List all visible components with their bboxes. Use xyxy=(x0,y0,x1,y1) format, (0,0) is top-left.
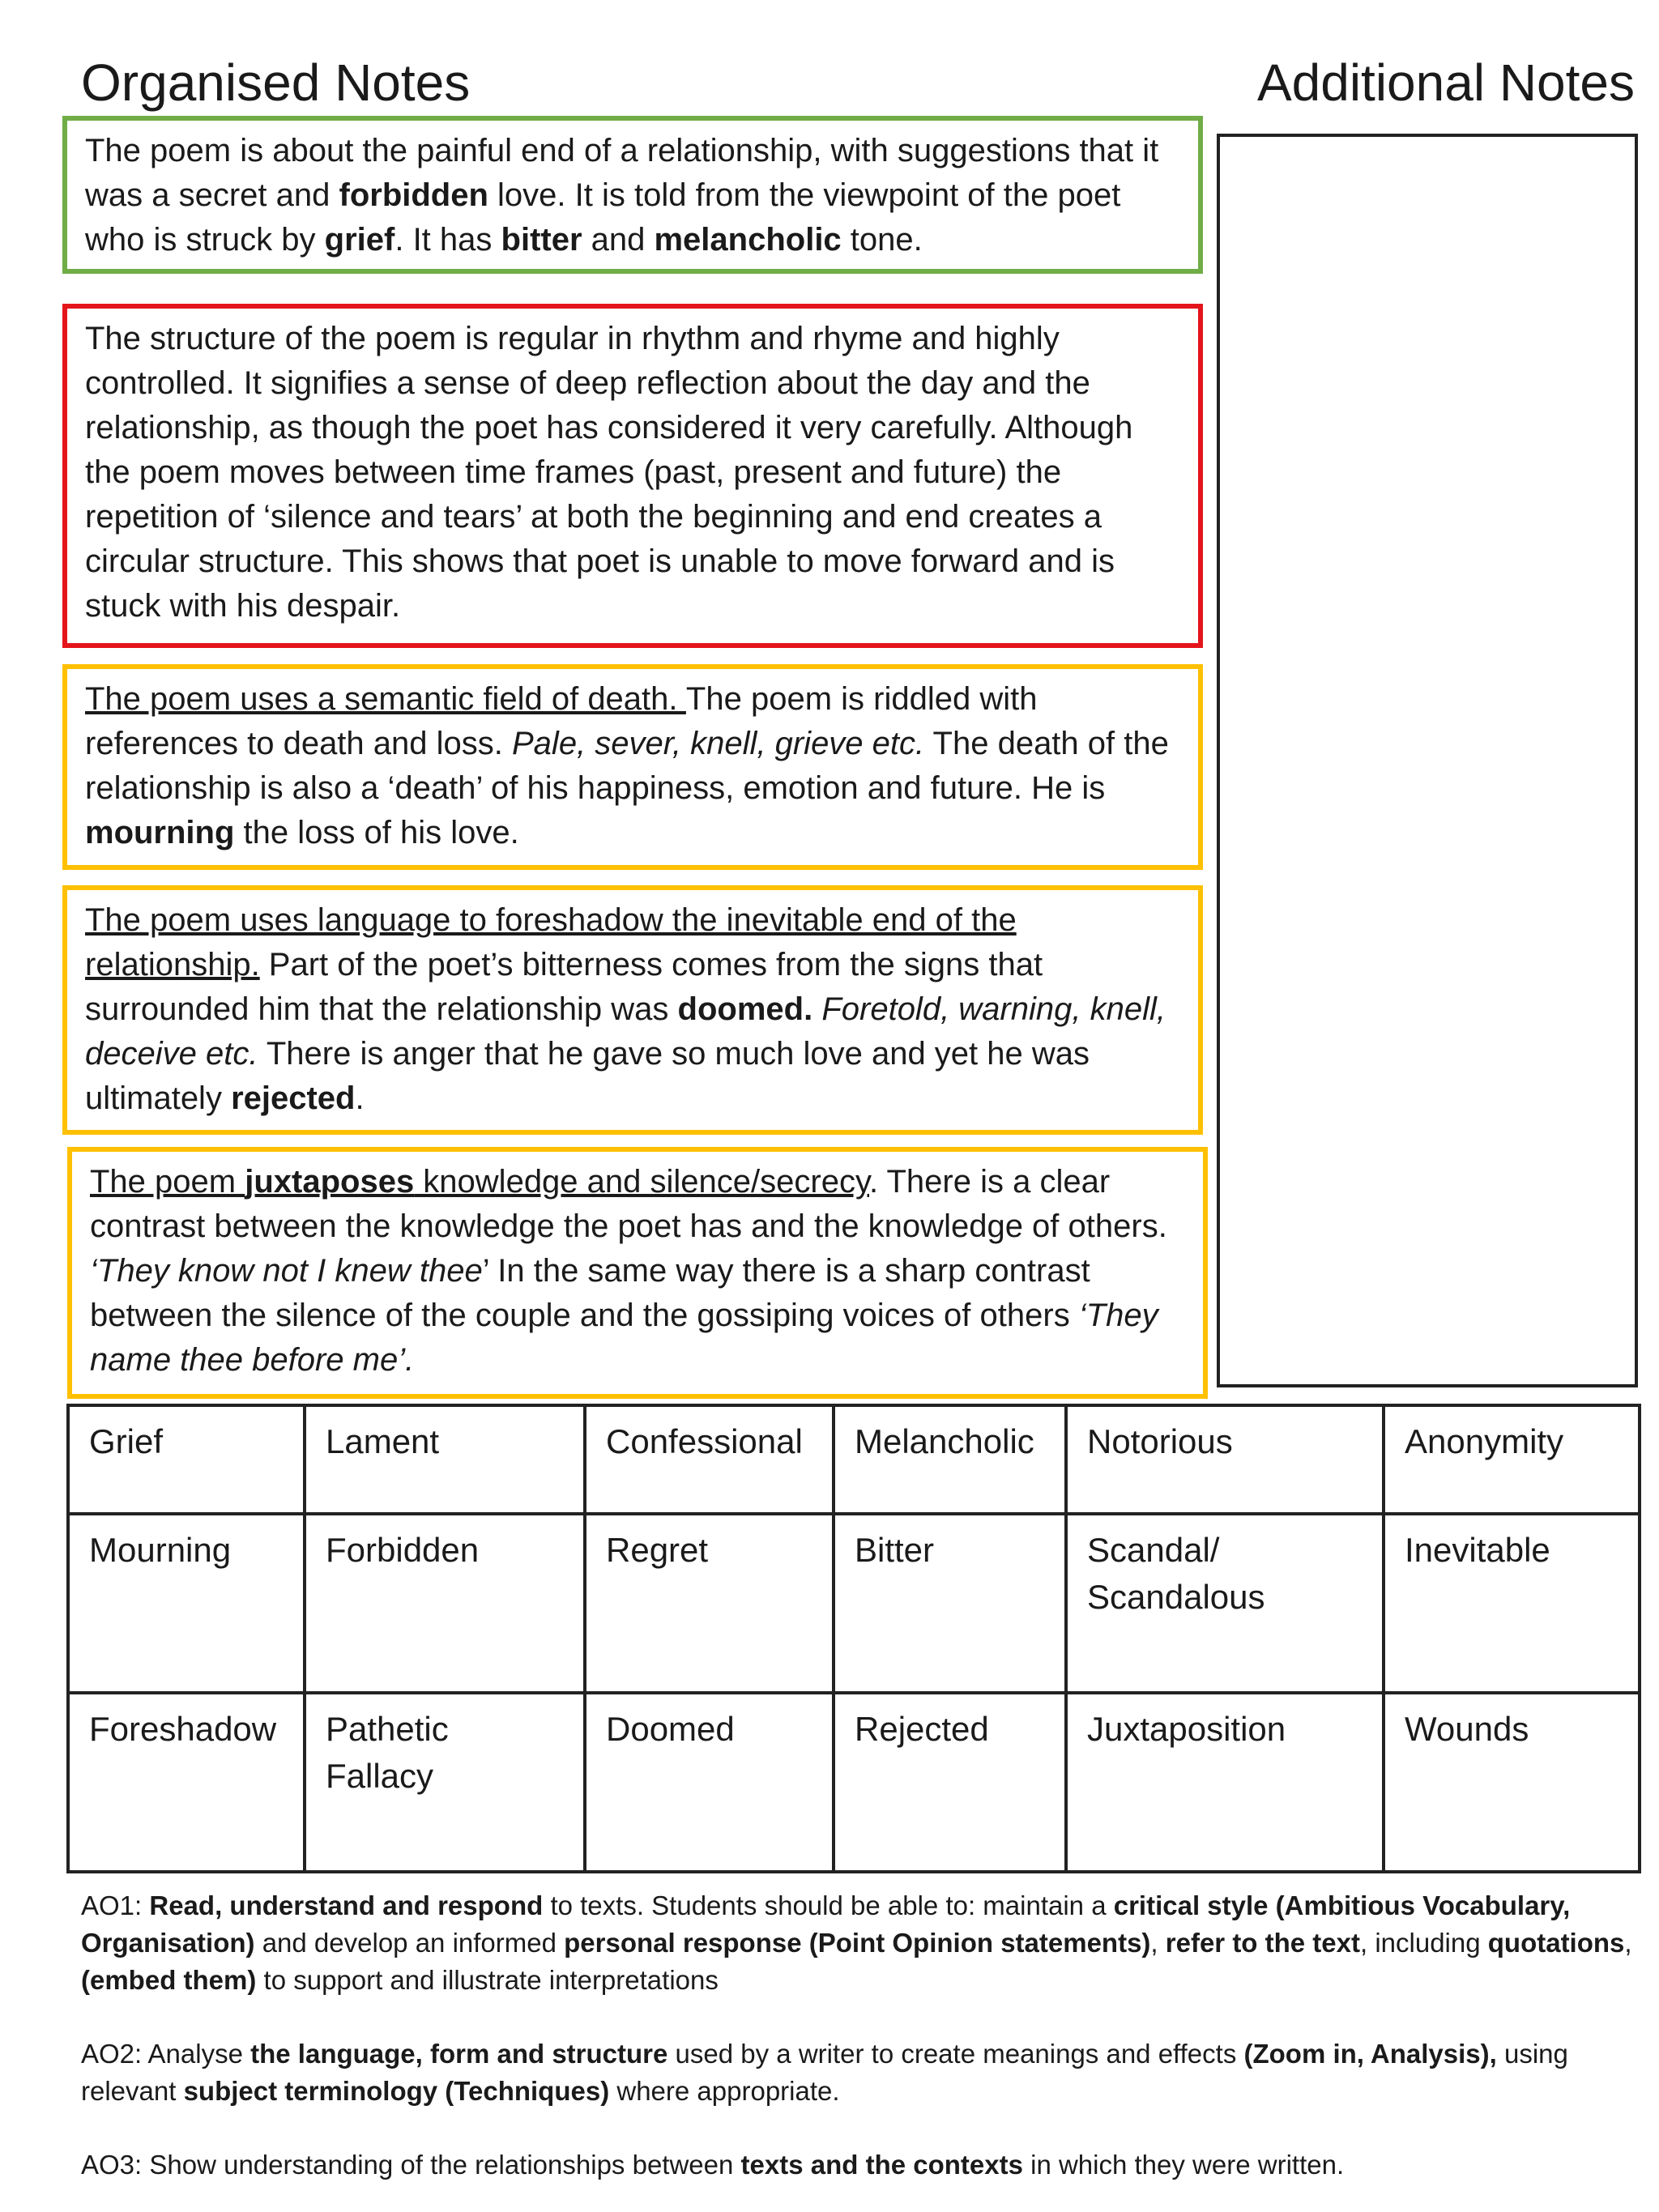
vocab-cell: Rejected xyxy=(834,1693,1066,1872)
vocabulary-table xyxy=(66,1404,1641,1873)
vocab-cell: Doomed xyxy=(585,1693,834,1872)
note-box-structure: The structure of the poem is regular in rhythm and rhyme and highly controlled. It signifies a sense of deep reflection about the day and the relationship, as though the poet has considered it very carefully. Although the poem moves between time frames (past, present and future) the repetition of ‘silence and tears’ at both the beginning and end creates a circular structure. This shows that poet is unable to move forward and is stuck with his despair. xyxy=(62,304,1203,648)
additional-notes-box[interactable] xyxy=(1217,134,1638,1387)
vocab-cell: Grief xyxy=(68,1405,305,1514)
note-box-semantic-field: The poem uses a semantic field of death. The poem is riddled with references to death and loss. Pale, sever, knell, grieve etc. The death of the relationship is also a ‘death’ of his happiness, emotion and future. He is mourning the loss of his love. xyxy=(62,664,1203,870)
organised-notes-heading: Organised Notes xyxy=(81,53,471,112)
additional-notes-heading: Additional Notes xyxy=(1256,53,1635,112)
vocab-cell: Bitter xyxy=(834,1514,1066,1693)
vocab-cell: Confessional xyxy=(585,1405,834,1514)
note-box-foreshadow: The poem uses language to foreshadow the inevitable end of the relationship. Part of the poet’s bitterness comes from the signs that surrounded him that the relationship was doomed. Foretold, warning, knell, deceive etc. There is anger that he gave so much love and yet he was ultimately rejected. xyxy=(62,885,1203,1135)
assessment-objective-ao1: AO1: Read, understand and respond to texts. Students should be able to: maintain a critical style (Ambitious Vocabulary, Organisation) and develop an informed personal response (Point Opinion statements), refer to the text, including quotations, (embed them) to support and illustrate interpretations xyxy=(81,1890,1632,1995)
vocab-cell: Scandal/ Scandalous xyxy=(1066,1514,1384,1693)
note-box-overview: The poem is about the painful end of a relationship, with suggestions that it was a secret and forbidden love. It is told from the viewpoint of the poet who is struck by grief. It has bitter and melancholic tone. xyxy=(62,116,1203,274)
vocab-cell: Pathetic Fallacy xyxy=(305,1693,585,1872)
vocab-cell: Mourning xyxy=(68,1514,305,1693)
vocab-cell: Inevitable xyxy=(1384,1514,1640,1693)
note-box-juxtaposition: The poem juxtaposes knowledge and silence/secrecy. There is a clear contrast between the knowledge the poet has and the knowledge of others. ‘They know not I knew thee’ In the same way there is a sharp contrast between the silence of the couple and the gossiping voices of others ‘They name thee before me’. xyxy=(67,1147,1208,1399)
assessment-objective-ao2: AO2: Analyse the language, form and structure used by a writer to create meanings and effects (Zoom in, Analysis), using relevant subject terminology (Techniques) where appropriate. xyxy=(81,2039,1568,2106)
vocab-cell: Lament xyxy=(305,1405,585,1514)
vocab-cell: Wounds xyxy=(1384,1693,1640,1872)
assessment-objective-ao3: AO3: Show understanding of the relationships between texts and the contexts in which they were written. xyxy=(81,2150,1345,2180)
table-row xyxy=(68,1405,1640,1514)
vocab-cell: Regret xyxy=(585,1514,834,1693)
vocab-cell: Anonymity xyxy=(1384,1405,1640,1514)
vocab-cell: Melancholic xyxy=(834,1405,1066,1514)
vocab-cell: Notorious xyxy=(1066,1405,1384,1514)
vocab-cell: Juxtaposition xyxy=(1066,1693,1384,1872)
table-row xyxy=(68,1514,1640,1693)
table-row xyxy=(68,1693,1640,1872)
vocab-cell: Foreshadow xyxy=(68,1693,305,1872)
vocab-cell: Forbidden xyxy=(305,1514,585,1693)
